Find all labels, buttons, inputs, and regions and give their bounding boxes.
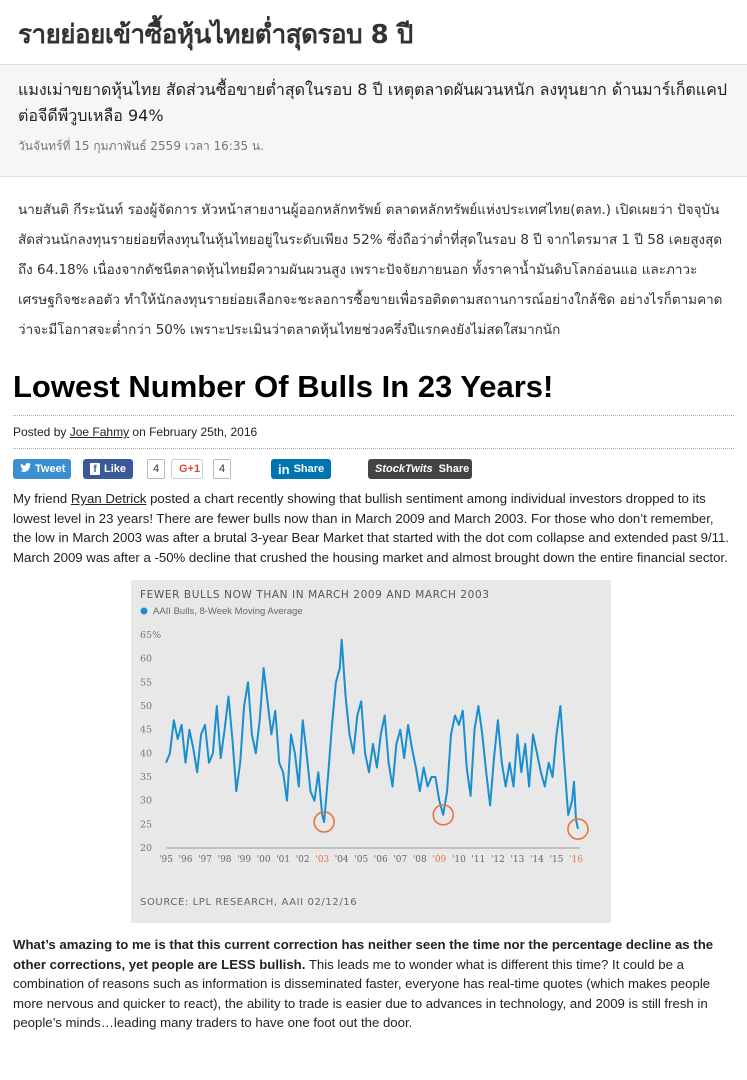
like-count: 4 [147, 459, 165, 479]
x-tick-label: '13 [510, 855, 525, 865]
linkedin-share-button[interactable] [271, 459, 331, 479]
x-tick-label: '02 [295, 855, 310, 865]
y-tick-label: 40 [140, 748, 153, 760]
y-tick-label: 20 [140, 843, 153, 854]
x-tick-label: '95 [159, 855, 173, 865]
publish-date: วันจันทร์ที่ 15 กุมภาพันธ์ 2559 เวลา 16:35 น. [18, 139, 264, 153]
chart-svg [131, 580, 611, 923]
article-summary [0, 65, 747, 177]
share-bar [13, 449, 734, 489]
thai-paragraph: นายสันติ กีระนันท์ รองผู้จัดการ หัวหน้าสายงานผู้ออกหลักทรัพย์ ตลาดหลักทรัพย์แห่งประเทศไทย(ตลท.) เปิดเผยว่า ปัจจุบันสัดส่วนนักลงทุนรายย่อยที่ลงทุนในหุ้นไทยอยู่ในระดับเพียง 52% ซึ่งถือว่าต่ำที่สุดในรอบ 8 ปี จากไตรมาส 1 ปี 58 เคยสูงสุดถึง 64.18% เนื่องจากดัชนีตลาดหุ้นไทยมีความผันผวนสูง เพราะปัจจัยภายนอก ทั้งราคาน้ำมันดิบโลกอ่อนแอ และภาวะเศรษฐกิจชะลอตัว ทำให้นักลงทุนรายย่อยเลือกจะชะลอการซื้อขายเพื่อรอติดตามสถานการณ์อย่างใกล้ชิด อย่างไรก็ตามคาดว่าจะมีโอกาสจะต่ำกว่า 50% เพราะประเมินว่าตลาดหุ้นไทยช่วงครึ่งปีแรกคงยังไม่สดใสมากนัก [18, 202, 723, 338]
x-tick-label: '01 [276, 855, 291, 865]
x-tick-label: '97 [198, 855, 213, 865]
page-headline: รายย่อยเข้าซื้อหุ้นไทยต่ำสุดรอบ 8 ปี [18, 20, 413, 50]
x-tick-label: '10 [451, 855, 466, 865]
y-tick-label: 60 [140, 653, 153, 665]
intro-paragraph [13, 489, 734, 567]
x-tick-label: '06 [373, 855, 388, 865]
like-label: Like [103, 463, 126, 475]
legend-label: AAII Bulls, 8-Week Moving Average [153, 606, 303, 617]
stocktwits-label: Share [438, 463, 470, 475]
x-tick-label: '09 [432, 855, 447, 865]
intro-text: posted a chart recently showing that bullish sentiment among individual investors dropped to its lowest level in 23 years! There are fewer bulls now than in March 2009 and March 2003. For those who don’t remember, the low in March 2003 was after a brutal 3-year Bear Market that started with the dot com collapse and extended past 9/11. March 2009 was after a -50% decline that crushed the housing market and almost brought down the entire financial sector. [13, 491, 729, 565]
y-tick-label: 50 [140, 701, 153, 712]
x-tick-label: '07 [393, 855, 408, 865]
y-tick-label: 25 [140, 819, 153, 831]
tweet-label: Tweet [35, 463, 66, 475]
bulls-series-line [166, 640, 578, 829]
x-tick-label: '04 [334, 855, 349, 865]
x-tick-label: '00 [256, 855, 271, 865]
stocktwits-brand: StockTwits [375, 463, 433, 475]
y-tick-label: 45 [140, 724, 153, 736]
bulls-chart [131, 580, 611, 923]
x-tick-label: '99 [237, 855, 252, 865]
y-tick-label: 65% [140, 630, 162, 641]
summary-lead: แมงเม่าขยาดหุ้นไทย สัดส่วนซื้อขายต่ำสุดในรอบ 8 ปี เหตุตลาดผันผวนหนัก ลงทุนยาก ด้านมาร์เก็ตแคปต่อจีดีพีวูบเหลือ 94% [18, 80, 727, 125]
closing-paragraph [13, 935, 734, 1033]
x-tick-label: '12 [490, 855, 505, 865]
tweet-button[interactable] [13, 459, 71, 479]
y-tick-label: 55 [140, 677, 153, 689]
byline [13, 416, 734, 448]
facebook-icon: f [90, 463, 100, 475]
author-link[interactable]: Joe Fahmy [69, 425, 130, 439]
closing-text: This leads me to wonder what is different this time? It could be a combination of reasons such as information is disseminated faster, everyone has real-time quotes (which makes people more nervous and quicker to react), the ability to trade is easier due to advances in technology, and 2009 is still fresh in people’s minds…leading many traders to have one foot out the door. [13, 956, 711, 1030]
legend-marker [141, 608, 148, 615]
closing-bold: What’s amazing to me is that this current correction has neither seen the time nor the percentage decline as the other corrections, yet people are LESS bullish. [13, 937, 714, 972]
x-tick-label: '05 [354, 855, 369, 865]
x-tick-label: '11 [471, 855, 486, 865]
byline-date: on February 25th, 2016 [132, 425, 258, 439]
x-tick-label: '14 [529, 855, 544, 865]
google-plus-button[interactable] [171, 459, 203, 479]
linkedin-icon: in [278, 461, 290, 477]
site-header [0, 0, 747, 65]
y-tick-label: 30 [140, 795, 153, 807]
gplus-label: G+1 [179, 463, 201, 475]
ryan-detrick-link[interactable]: Ryan Detrick [70, 491, 147, 506]
y-tick-label: 35 [140, 772, 153, 783]
chart-source: SOURCE: LPL RESEARCH, AAII 02/12/16 [140, 897, 358, 908]
byline-prefix: Posted by [13, 425, 67, 439]
stocktwits-share-button[interactable] [368, 459, 472, 479]
x-tick-label: '98 [217, 855, 232, 865]
facebook-like-button[interactable] [83, 459, 133, 479]
x-tick-label: '16 [569, 855, 583, 865]
twitter-bird-icon [20, 463, 31, 475]
intro-prefix: My friend [13, 491, 68, 506]
article-title: Lowest Number Of Bulls In 23 Years! [13, 369, 554, 404]
x-tick-label: '15 [549, 855, 564, 865]
x-tick-label: '96 [178, 855, 193, 865]
x-tick-label: '08 [412, 855, 427, 865]
x-tick-label: '03 [315, 855, 330, 865]
embedded-article [0, 363, 747, 1033]
gplus-count: 4 [213, 459, 231, 479]
chart-title: FEWER BULLS NOW THAN IN MARCH 2009 AND MARCH 2003 [140, 589, 490, 601]
linkedin-label: Share [293, 463, 325, 475]
